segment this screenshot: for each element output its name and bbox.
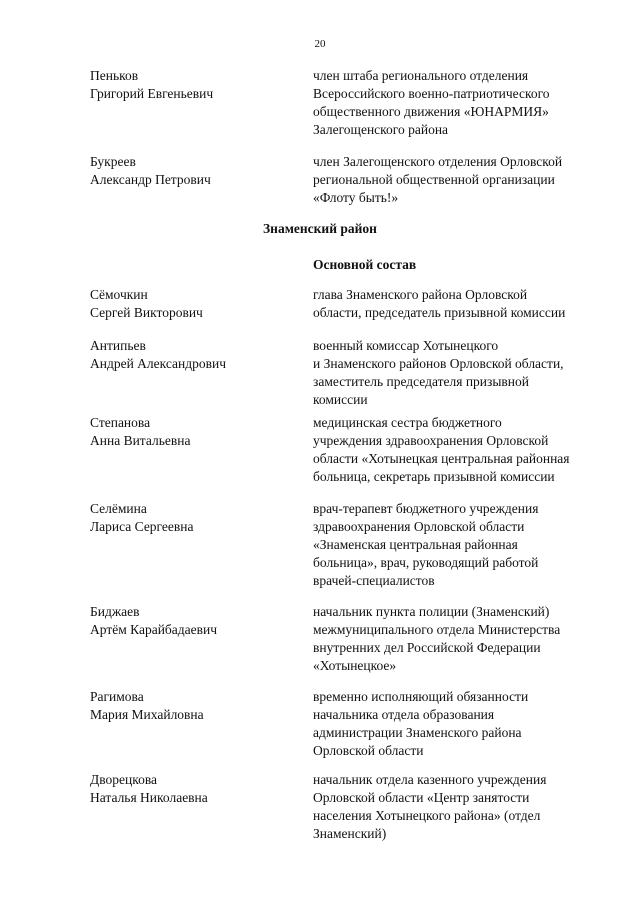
role-line: член Залегощенского отделения Орловской [313, 154, 563, 169]
role-line: больница, секретарь призывной комиссии [313, 469, 555, 484]
role-line: больница», врач, руководящий работой [313, 555, 539, 570]
role-line: Залегощенского района [313, 122, 449, 137]
role-line: врач-терапевт бюджетного учреждения [313, 501, 539, 516]
role-line: «Хотынецкое» [313, 658, 397, 673]
member-given-names: Александр Петрович [90, 172, 211, 187]
role-line: «Флоту быть!» [313, 190, 399, 205]
role-line: врачей-специалистов [313, 573, 435, 588]
role-line: Всероссийского военно-патриотического [313, 86, 550, 101]
member-role [313, 153, 613, 207]
role-line: Орловской области «Центр занятости [313, 790, 530, 805]
member-surname: Степанова [90, 415, 151, 430]
member-given-names: Наталья Николаевна [90, 790, 208, 805]
section-heading: Знаменский район [263, 221, 377, 236]
member-given-names: Лариса Сергеевна [90, 519, 194, 534]
role-line: военный комиссар Хотынецкого [313, 338, 499, 353]
role-line: Знаменский) [313, 826, 387, 841]
role-line: Орловской области [313, 743, 424, 758]
role-line: внутренних дел Российской Федерации [313, 640, 541, 655]
role-line: и Знаменского районов Орловской области, [313, 356, 564, 371]
role-line: медицинская сестра бюджетного [313, 415, 502, 430]
member-given-names: Андрей Александрович [90, 356, 227, 371]
role-line: «Знаменская центральная районная [313, 537, 518, 552]
role-line: администрации Знаменского района [313, 725, 522, 740]
member-given-names: Мария Михайловна [90, 707, 204, 722]
member-surname: Селёмина [90, 501, 147, 516]
member-role [313, 771, 613, 843]
member-name [90, 688, 290, 724]
role-line: глава Знаменского района Орловской [313, 287, 528, 302]
member-role [313, 337, 613, 409]
member-surname: Букреев [90, 154, 136, 169]
subsection-heading: Основной состав [313, 257, 417, 272]
member-given-names: Сергей Викторович [90, 305, 203, 320]
role-line: член штаба регионального отделения [313, 68, 529, 83]
page-number: 20 [314, 38, 326, 50]
member-surname: Пеньков [90, 68, 139, 83]
member-surname: Сёмочкин [90, 287, 148, 302]
member-name [90, 337, 290, 373]
member-surname: Рагимова [90, 689, 144, 704]
member-role [313, 414, 613, 486]
member-name [90, 286, 290, 322]
role-line: учреждения здравоохранения Орловской [313, 433, 549, 448]
member-name [90, 603, 290, 639]
role-line: региональной общественной организации [313, 172, 555, 187]
member-name [90, 500, 290, 536]
member-role [313, 286, 613, 322]
role-line: межмуниципального отдела Министерства [313, 622, 561, 637]
role-line: комиссии [313, 392, 368, 407]
member-name [90, 771, 290, 807]
member-given-names: Анна Витальевна [90, 433, 191, 448]
role-line: общественного движения «ЮНАРМИЯ» [313, 104, 549, 119]
role-line: здравоохранения Орловской области [313, 519, 525, 534]
member-given-names: Артём Карайбадаевич [90, 622, 218, 637]
role-line: заместитель председателя призывной [313, 374, 529, 389]
member-role [313, 500, 613, 590]
role-line: населения Хотынецкого района» (отдел [313, 808, 541, 823]
role-line: начальника отдела образования [313, 707, 495, 722]
member-given-names: Григорий Евгеньевич [90, 86, 214, 101]
role-line: начальник пункта полиции (Знаменский) [313, 604, 550, 619]
member-surname: Биджаев [90, 604, 140, 619]
role-line: начальник отдела казенного учреждения [313, 772, 547, 787]
role-line: области «Хотынецкая центральная районная [313, 451, 570, 466]
member-name [90, 153, 290, 189]
member-name [90, 414, 290, 450]
member-role [313, 688, 613, 760]
member-surname: Дворецкова [90, 772, 158, 787]
member-role [313, 603, 613, 675]
member-role [313, 67, 613, 139]
member-surname: Антипьев [90, 338, 146, 353]
role-line: временно исполняющий обязанности [313, 689, 529, 704]
role-line: области, председатель призывной комиссии [313, 305, 566, 320]
member-name [90, 67, 290, 103]
